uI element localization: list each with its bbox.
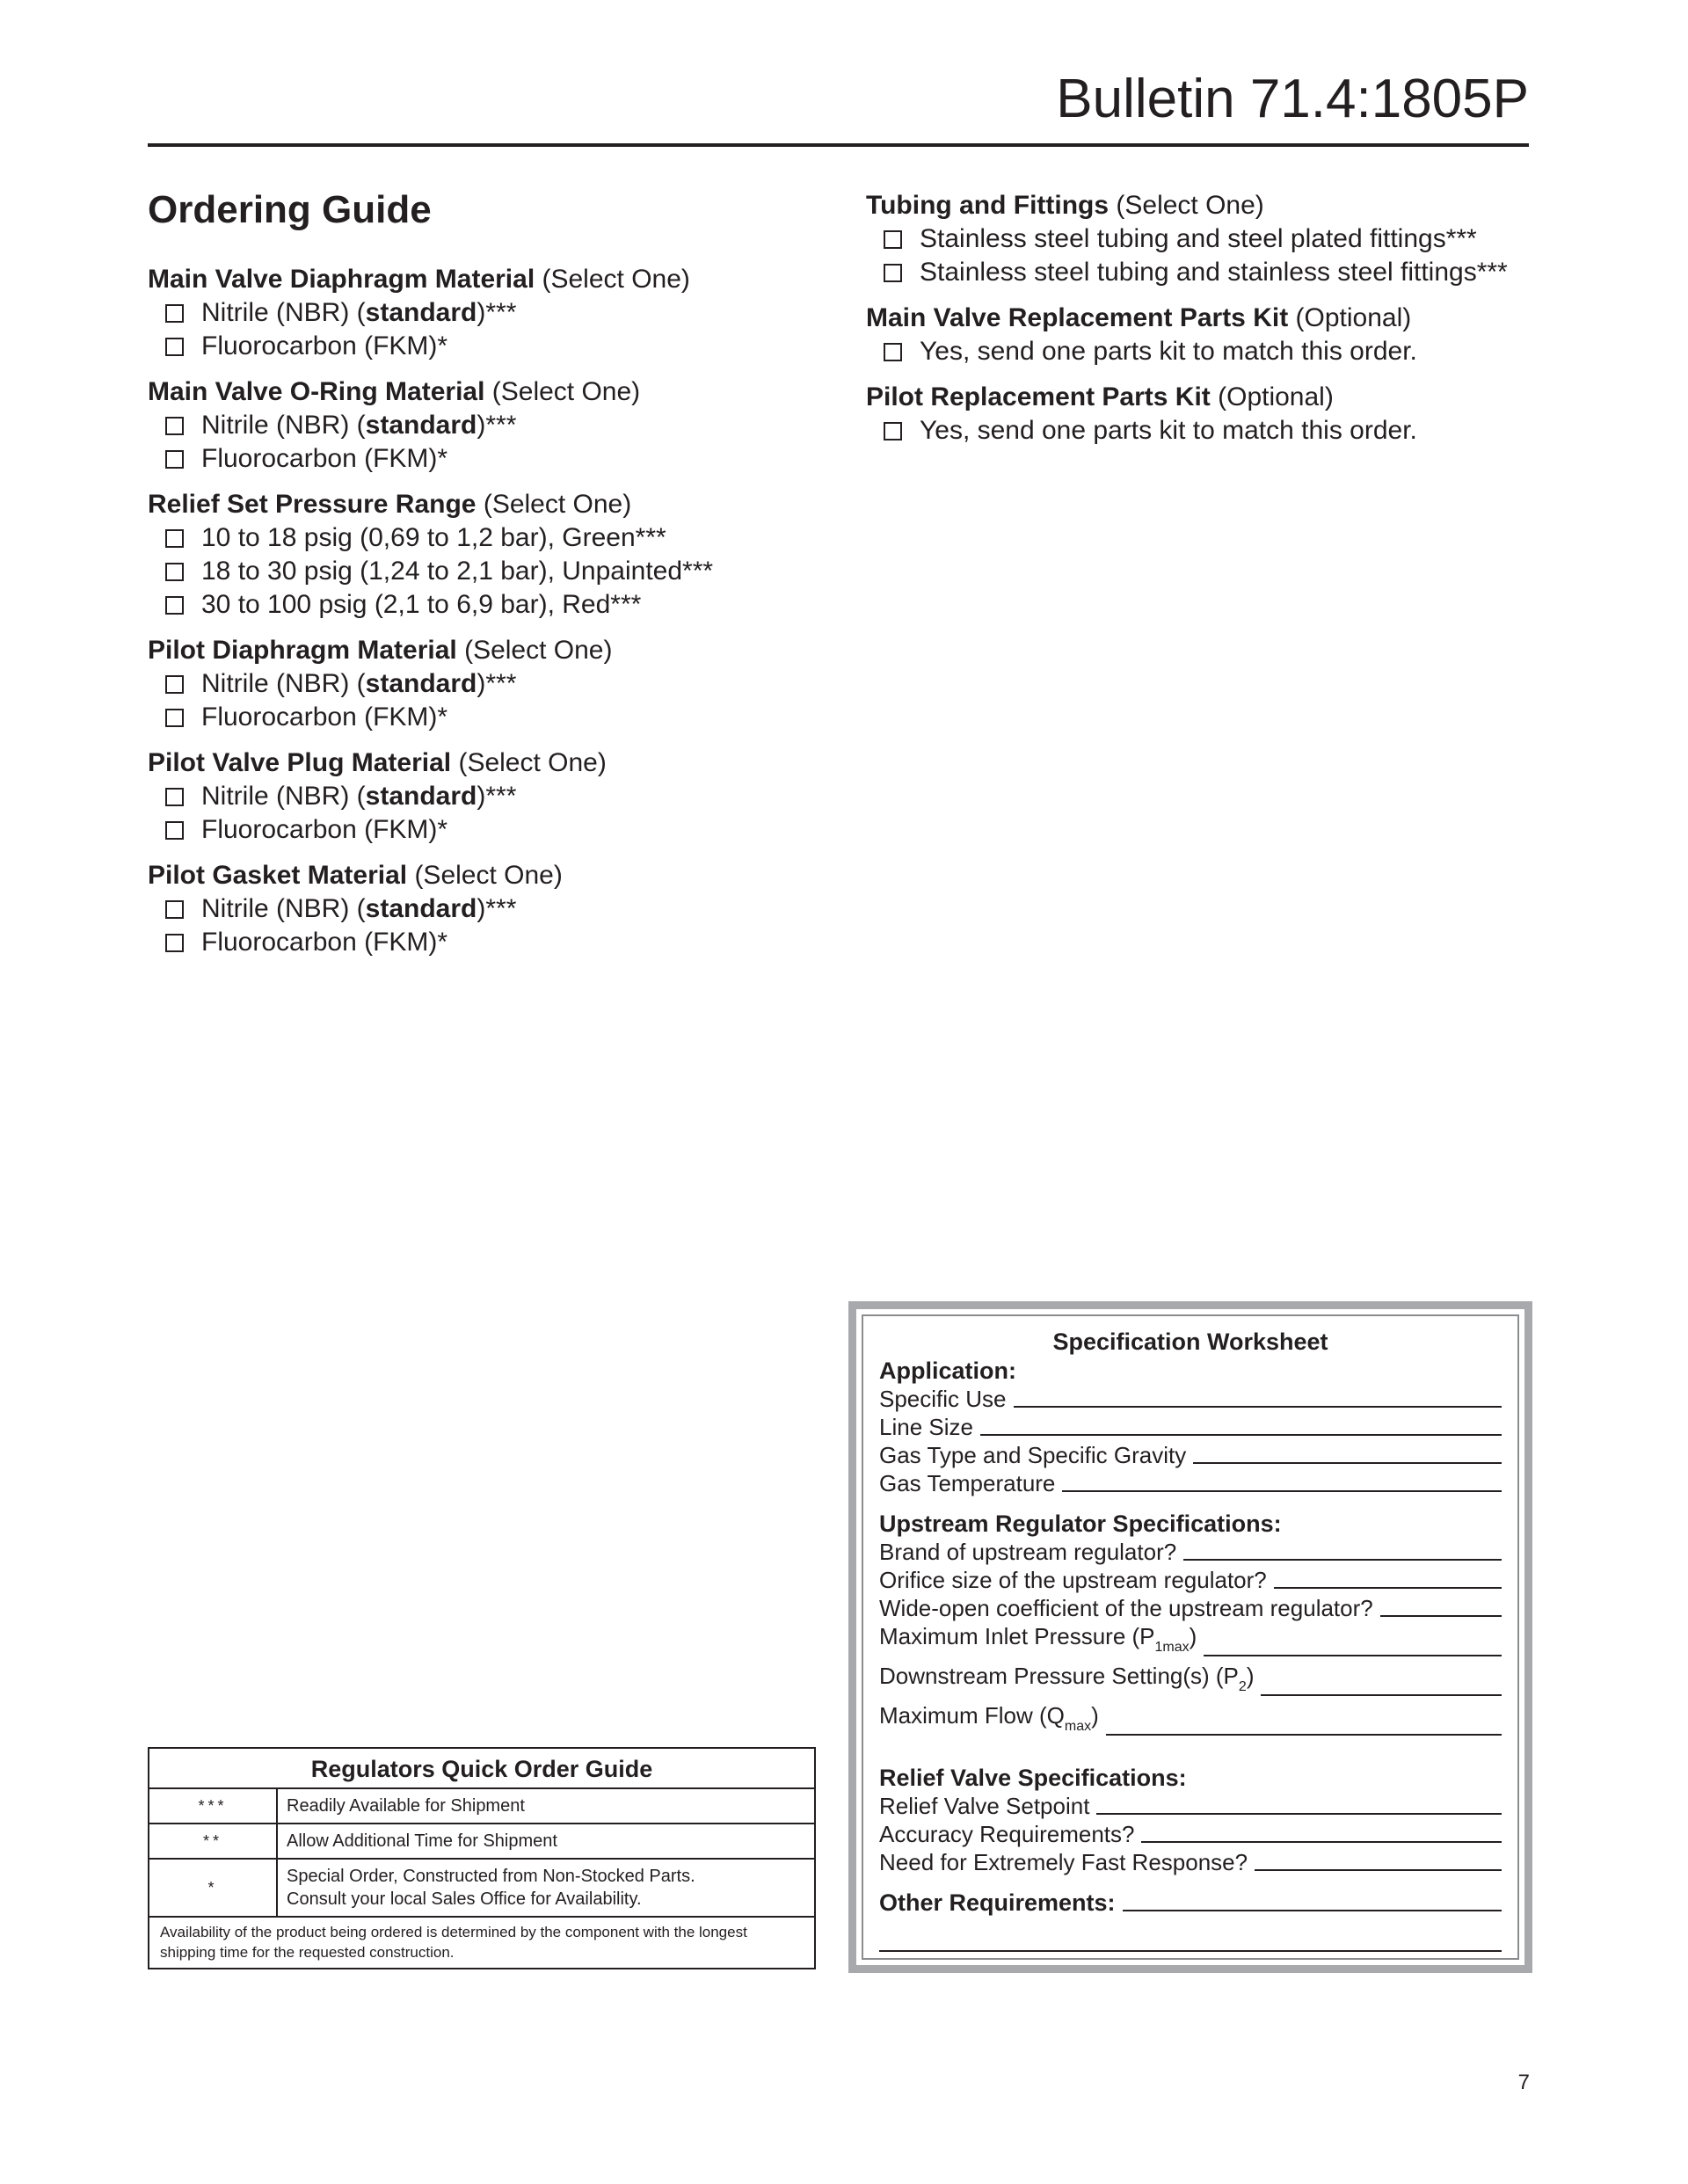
specific-use-line[interactable] bbox=[1014, 1406, 1502, 1408]
section-heading: Relief Set Pressure Range (Select One) bbox=[148, 490, 632, 520]
section-tubing-and-fittings bbox=[866, 189, 1534, 289]
option-label: Nitrile (NBR) (standard)*** bbox=[201, 894, 517, 924]
section-heading: Tubing and Fittings (Select One) bbox=[866, 191, 1264, 220]
option-item[interactable] bbox=[148, 330, 816, 363]
page-number: 7 bbox=[1517, 2071, 1530, 2094]
section-heading: Pilot Diaphragm Material (Select One) bbox=[148, 636, 613, 666]
option-item[interactable] bbox=[148, 667, 816, 701]
max-inlet-pressure-field[interactable]: Maximum Inlet Pressure $(P_{1max})$ bbox=[879, 1622, 1502, 1662]
availability-description: Readily Available for Shipment bbox=[287, 1796, 525, 1816]
gas-type-line[interactable] bbox=[1193, 1462, 1502, 1464]
header-rule bbox=[148, 143, 1529, 147]
checkbox-icon[interactable] bbox=[165, 709, 184, 727]
quick-order-guide-rows bbox=[149, 1789, 814, 1918]
option-item[interactable] bbox=[148, 701, 816, 734]
ordering-guide-left-column bbox=[148, 189, 816, 972]
option-label: Yes, send one parts kit to match this order. bbox=[920, 416, 1417, 445]
specification-worksheet bbox=[848, 1301, 1532, 1973]
option-item[interactable] bbox=[148, 296, 816, 330]
section-heading: Main Valve O-Ring Material (Select One) bbox=[148, 377, 641, 407]
option-item[interactable] bbox=[866, 222, 1534, 256]
availability-description: Allow Additional Time for Shipment bbox=[287, 1831, 557, 1851]
option-label: Yes, send one parts kit to match this order. bbox=[920, 337, 1417, 366]
option-label: 10 to 18 psig (0,69 to 1,2 bar), Green*** bbox=[201, 523, 666, 553]
upstream-heading: Upstream Regulator Specifications: bbox=[879, 1511, 1282, 1537]
section-main-valve-diaphragm-material bbox=[148, 263, 816, 363]
line-size-field[interactable]: Line Size bbox=[879, 1413, 1502, 1441]
option-label: Nitrile (NBR) (standard)*** bbox=[201, 669, 517, 699]
gas-temperature-field[interactable]: Gas Temperature bbox=[879, 1469, 1502, 1497]
option-label: Stainless steel tubing and stainless steel fittings*** bbox=[920, 258, 1508, 287]
option-item[interactable] bbox=[148, 442, 816, 476]
option-label: Fluorocarbon (FKM)* bbox=[201, 703, 448, 732]
checkbox-icon[interactable] bbox=[165, 417, 184, 435]
section-heading: Pilot Replacement Parts Kit (Optional) bbox=[866, 382, 1334, 411]
checkbox-icon[interactable] bbox=[165, 450, 184, 469]
checkbox-icon[interactable] bbox=[884, 343, 902, 361]
section-main-valve-replacement-parts-kit bbox=[866, 302, 1534, 368]
max-flow-field[interactable]: Maximum Flow $(Q_{max})$ bbox=[879, 1701, 1502, 1741]
option-item[interactable] bbox=[866, 335, 1534, 368]
checkbox-icon[interactable] bbox=[165, 900, 184, 919]
relief-heading: Relief Valve Specifications: bbox=[879, 1765, 1187, 1791]
max-flow-line[interactable] bbox=[1106, 1734, 1502, 1736]
option-item[interactable] bbox=[148, 926, 816, 959]
checkbox-icon[interactable] bbox=[884, 230, 902, 249]
checkbox-icon[interactable] bbox=[165, 821, 184, 840]
quick-order-row bbox=[149, 1824, 814, 1860]
option-item[interactable] bbox=[148, 780, 816, 813]
checkbox-icon[interactable] bbox=[165, 529, 184, 548]
quick-order-row bbox=[149, 1789, 814, 1824]
section-heading: Pilot Valve Plug Material (Select One) bbox=[148, 748, 607, 778]
option-label: Fluorocarbon (FKM)* bbox=[201, 815, 448, 845]
option-label: Fluorocarbon (FKM)* bbox=[201, 331, 448, 361]
quick-order-row bbox=[149, 1860, 814, 1918]
gas-temperature-line[interactable] bbox=[1062, 1490, 1502, 1492]
option-item[interactable] bbox=[148, 409, 816, 442]
section-pilot-gasket-material bbox=[148, 859, 816, 959]
quick-order-guide-note: Availability of the product being ordered is determined by the component with the longest shipping time for the requested construction. bbox=[160, 1924, 747, 1961]
brand-line[interactable] bbox=[1183, 1559, 1502, 1561]
option-label: 30 to 100 psig (2,1 to 6,9 bar), Red*** bbox=[201, 590, 642, 620]
availability-symbol: *** bbox=[149, 1789, 278, 1823]
option-item[interactable] bbox=[866, 414, 1534, 448]
checkbox-icon[interactable] bbox=[165, 304, 184, 323]
ordering-guide-right-column bbox=[866, 189, 1534, 460]
wide-open-coefficient-line[interactable] bbox=[1380, 1615, 1502, 1617]
fast-response-field[interactable]: Need for Extremely Fast Response? bbox=[879, 1848, 1502, 1876]
section-relief-set-pressure-range bbox=[148, 488, 816, 622]
other-requirements-line[interactable] bbox=[1123, 1910, 1502, 1911]
orifice-line[interactable] bbox=[1274, 1587, 1502, 1589]
option-item[interactable] bbox=[148, 588, 816, 622]
option-item[interactable] bbox=[148, 892, 816, 926]
option-label: Nitrile (NBR) (standard)*** bbox=[201, 411, 517, 440]
option-item[interactable] bbox=[148, 813, 816, 847]
max-inlet-pressure-line[interactable] bbox=[1204, 1655, 1502, 1656]
section-heading: Main Valve Diaphragm Material (Select One) bbox=[148, 265, 690, 295]
checkbox-icon[interactable] bbox=[165, 675, 184, 694]
downstream-pressure-line[interactable] bbox=[1261, 1694, 1502, 1696]
other-requirements-extra-line[interactable] bbox=[879, 1950, 1502, 1952]
section-heading: Pilot Gasket Material (Select One) bbox=[148, 861, 563, 891]
option-item[interactable] bbox=[148, 521, 816, 555]
option-item[interactable] bbox=[866, 256, 1534, 289]
availability-symbol: ** bbox=[149, 1824, 278, 1858]
specification-worksheet-body bbox=[862, 1314, 1519, 1960]
availability-symbol: * bbox=[149, 1860, 278, 1916]
checkbox-icon[interactable] bbox=[165, 788, 184, 806]
right-sections bbox=[866, 189, 1534, 448]
specific-use-field[interactable]: Specific Use bbox=[879, 1385, 1502, 1413]
checkbox-icon[interactable] bbox=[165, 934, 184, 952]
section-pilot-replacement-parts-kit bbox=[866, 381, 1534, 448]
application-heading: Application: bbox=[879, 1358, 1016, 1384]
quick-order-guide-table bbox=[148, 1747, 816, 1969]
checkbox-icon[interactable] bbox=[884, 264, 902, 282]
ordering-guide-title: Ordering Guide bbox=[148, 188, 432, 231]
option-label: Fluorocarbon (FKM)* bbox=[201, 444, 448, 474]
relief-setpoint-line[interactable] bbox=[1096, 1813, 1502, 1815]
option-label: Nitrile (NBR) (standard)*** bbox=[201, 298, 517, 328]
option-item[interactable] bbox=[148, 555, 816, 588]
other-requirements-field[interactable]: Other Requirements: bbox=[879, 1889, 1502, 1917]
section-pilot-valve-plug-material bbox=[148, 746, 816, 847]
orifice-field[interactable]: Orifice size of the upstream regulator? bbox=[879, 1566, 1502, 1594]
accuracy-field[interactable]: Accuracy Requirements? bbox=[879, 1820, 1502, 1848]
availability-description: Special Order, Constructed from Non-Stocked Parts. Consult your local Sales Office for Availability. bbox=[287, 1867, 695, 1909]
option-label: 18 to 30 psig (1,24 to 2,1 bar), Unpainted*** bbox=[201, 557, 714, 586]
section-heading: Main Valve Replacement Parts Kit (Optional) bbox=[866, 303, 1412, 332]
section-pilot-diaphragm-material bbox=[148, 634, 816, 734]
section-main-valve-o-ring-material bbox=[148, 375, 816, 476]
quick-order-guide-title: Regulators Quick Order Guide bbox=[149, 1749, 814, 1789]
relief-setpoint-field[interactable]: Relief Valve Setpoint bbox=[879, 1792, 1502, 1820]
line-size-line[interactable] bbox=[980, 1434, 1502, 1436]
brand-field[interactable]: Brand of upstream regulator? bbox=[879, 1538, 1502, 1566]
gas-type-field[interactable]: Gas Type and Specific Gravity bbox=[879, 1441, 1502, 1469]
left-sections bbox=[148, 263, 816, 959]
checkbox-icon[interactable] bbox=[884, 422, 902, 440]
checkbox-icon[interactable] bbox=[165, 596, 184, 615]
accuracy-line[interactable] bbox=[1141, 1841, 1502, 1843]
option-label: Nitrile (NBR) (standard)*** bbox=[201, 782, 517, 812]
worksheet-title: Specification Worksheet bbox=[1052, 1329, 1328, 1355]
checkbox-icon[interactable] bbox=[165, 563, 184, 581]
bulletin-number: Bulletin 71.4:1805P bbox=[1056, 69, 1529, 129]
downstream-pressure-field[interactable]: Downstream Pressure Setting(s) $(P_2)$ bbox=[879, 1662, 1502, 1701]
fast-response-line[interactable] bbox=[1255, 1869, 1502, 1871]
checkbox-icon[interactable] bbox=[165, 338, 184, 356]
option-label: Fluorocarbon (FKM)* bbox=[201, 928, 448, 957]
wide-open-coefficient-field[interactable]: Wide-open coefficient of the upstream regulator? bbox=[879, 1594, 1502, 1622]
option-label: Stainless steel tubing and steel plated fittings*** bbox=[920, 224, 1477, 253]
